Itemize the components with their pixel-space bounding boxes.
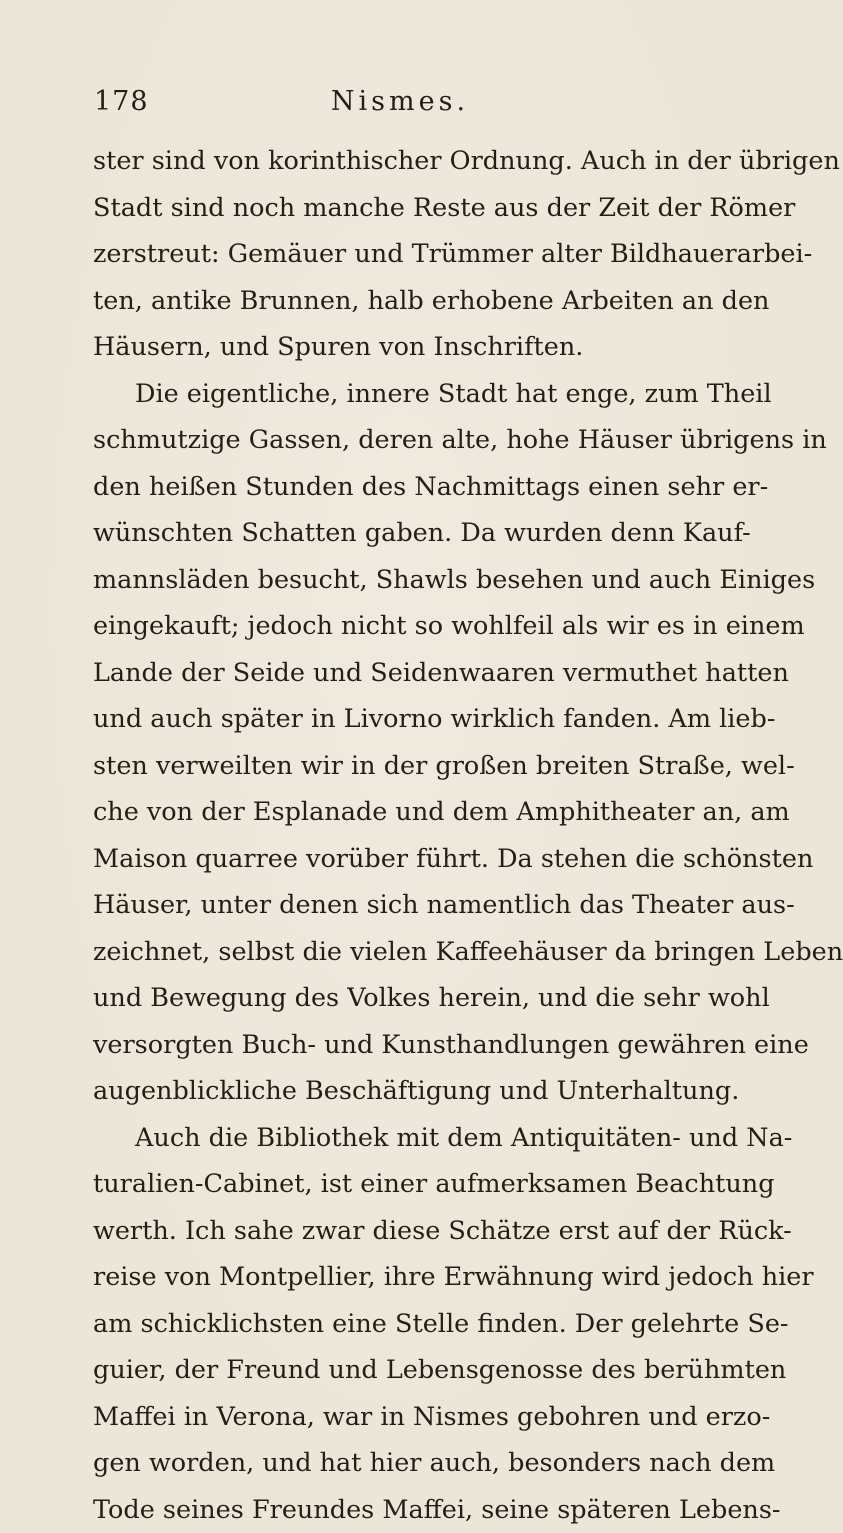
text-line: und Bewegung des Volkes herein, und die sehr wohl xyxy=(93,975,717,1022)
text-line: Auch die Bibliothek mit dem Antiquitäten- und Na- xyxy=(93,1115,717,1162)
page-number: 178 xyxy=(94,86,149,117)
text-line: Häuser, unter denen sich namentlich das Theater aus- xyxy=(93,882,717,929)
text-line: ten, antike Brunnen, halb erhobene Arbeiten an den xyxy=(93,278,717,325)
text-line: gen worden, und hat hier auch, besonders nach dem xyxy=(93,1440,717,1487)
text-line: eingekauft; jedoch nicht so wohlfeil als wir es in einem xyxy=(93,603,717,650)
text-line: sten verweilten wir in der großen breiten Straße, wel- xyxy=(93,743,717,790)
text-line: den heißen Stunden des Nachmittags einen sehr er- xyxy=(93,464,717,511)
text-line: Maison quarree vorüber führt. Da stehen die schönsten xyxy=(93,836,717,883)
text-line: mannsläden besucht, Shawls besehen und auch Einiges xyxy=(93,557,717,604)
text-line: ster sind von korinthischer Ordnung. Auch in der übrigen xyxy=(93,138,717,185)
text-line: reise von Montpellier, ihre Erwähnung wird jedoch hier xyxy=(93,1254,717,1301)
text-line: Häusern, und Spuren von Inschriften. xyxy=(93,324,717,371)
running-head xyxy=(0,86,800,126)
text-line: Die eigentliche, innere Stadt hat enge, zum Theil xyxy=(93,371,717,418)
running-title: Nismes. xyxy=(0,86,800,117)
text-line: Lande der Seide und Seidenwaaren vermuthet hatten xyxy=(93,650,717,697)
text-line: zeichnet, selbst die vielen Kaffeehäuser da bringen Leben xyxy=(93,929,717,976)
text-line: werth. Ich sahe zwar diese Schätze erst auf der Rück- xyxy=(93,1208,717,1255)
text-line: guier, der Freund und Lebensgenosse des berühmten xyxy=(93,1347,717,1394)
text-line: Maffei in Verona, war in Nismes gebohren und erzo- xyxy=(93,1394,717,1441)
text-line: wünschten Schatten gaben. Da wurden denn Kauf- xyxy=(93,510,717,557)
text-line: und auch später in Livorno wirklich fanden. Am lieb- xyxy=(93,696,717,743)
text-line: turalien-Cabinet, ist einer aufmerksamen Beachtung xyxy=(93,1161,717,1208)
text-line: che von der Esplanade und dem Amphitheater an, am xyxy=(93,789,717,836)
body-text xyxy=(93,138,717,1533)
text-line: versorgten Buch- und Kunsthandlungen gewähren eine xyxy=(93,1022,717,1069)
text-line: zerstreut: Gemäuer und Trümmer alter Bildhauerarbei- xyxy=(93,231,717,278)
text-line: schmutzige Gassen, deren alte, hohe Häuser übrigens in xyxy=(93,417,717,464)
text-line: am schicklichsten eine Stelle finden. Der gelehrte Se- xyxy=(93,1301,717,1348)
text-line: augenblickliche Beschäftigung und Unterhaltung. xyxy=(93,1068,717,1115)
text-line: Stadt sind noch manche Reste aus der Zeit der Römer xyxy=(93,185,717,232)
text-line: Tode seines Freundes Maffei, seine späteren Lebens- xyxy=(93,1487,717,1533)
